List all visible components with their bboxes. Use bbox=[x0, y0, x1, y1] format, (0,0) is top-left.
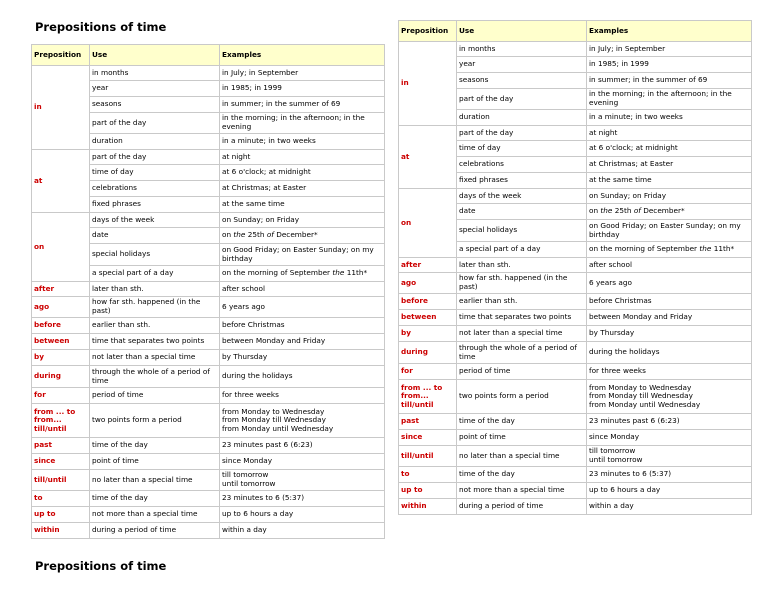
preposition-cell: since bbox=[32, 454, 90, 470]
example-cell: before Christmas bbox=[220, 318, 385, 334]
preposition-cell: at bbox=[399, 126, 457, 189]
use-cell: date bbox=[90, 228, 220, 244]
table-row bbox=[399, 483, 752, 499]
table-row bbox=[32, 523, 385, 539]
example-cell: on Good Friday; on Easter Sunday; on my birthday bbox=[220, 244, 385, 266]
example-cell: on Sunday; on Friday bbox=[220, 213, 385, 228]
example-text-part: on bbox=[589, 206, 601, 216]
use-cell: part of the day bbox=[90, 150, 220, 165]
example-cell: after school bbox=[587, 258, 752, 273]
table-row bbox=[399, 326, 752, 342]
use-cell: how far sth. happened (in the past) bbox=[457, 273, 587, 294]
preposition-cell: up to bbox=[32, 507, 90, 523]
preposition-cell: past bbox=[32, 438, 90, 454]
example-cell: within a day bbox=[587, 499, 752, 515]
use-cell: through the whole of a period of time bbox=[457, 342, 587, 364]
preposition-cell: in bbox=[32, 66, 90, 150]
example-text-part: the bbox=[233, 230, 246, 240]
preposition-cell: to bbox=[32, 491, 90, 507]
example-cell: 23 minutes to 6 (5:37) bbox=[220, 491, 385, 507]
preposition-cell: during bbox=[399, 342, 457, 364]
header-use: Use bbox=[457, 21, 587, 42]
preposition-cell: before bbox=[32, 318, 90, 334]
example-cell: at the same time bbox=[220, 197, 385, 213]
example-cell bbox=[220, 266, 385, 282]
preposition-cell: to bbox=[399, 467, 457, 483]
example-text-part: 25th bbox=[612, 206, 634, 216]
preposition-cell: by bbox=[32, 350, 90, 366]
example-text-part: the bbox=[332, 268, 345, 278]
example-cell: in July; in September bbox=[220, 66, 385, 81]
example-text-part: on bbox=[222, 230, 234, 240]
use-cell: fixed phrases bbox=[457, 173, 587, 189]
preposition-cell: on bbox=[32, 213, 90, 282]
table-row bbox=[399, 430, 752, 446]
example-cell: at the same time bbox=[587, 173, 752, 189]
example-cell: up to 6 hours a day bbox=[220, 507, 385, 523]
example-cell: at 6 o'clock; at midnight bbox=[220, 165, 385, 181]
use-cell: part of the day bbox=[90, 113, 220, 134]
example-cell: by Thursday bbox=[220, 350, 385, 366]
preposition-cell: for bbox=[399, 364, 457, 380]
example-cell: during the holidays bbox=[587, 342, 752, 364]
example-cell: on Sunday; on Friday bbox=[587, 189, 752, 204]
example-cell: during the holidays bbox=[220, 366, 385, 388]
preposition-cell: by bbox=[399, 326, 457, 342]
example-cell: in summer; in the summer of 69 bbox=[587, 73, 752, 89]
preposition-cell: past bbox=[399, 414, 457, 430]
table-row bbox=[399, 42, 752, 57]
use-cell: year bbox=[457, 57, 587, 73]
example-cell: 23 minutes past 6 (6:23) bbox=[220, 438, 385, 454]
example-cell: since Monday bbox=[220, 454, 385, 470]
page-title: Prepositions of time bbox=[35, 20, 167, 34]
use-cell: during a period of time bbox=[457, 499, 587, 515]
use-cell: celebrations bbox=[90, 181, 220, 197]
use-cell: period of time bbox=[457, 364, 587, 380]
use-cell: in months bbox=[90, 66, 220, 81]
table-row bbox=[399, 126, 752, 141]
example-text-part: 11th* bbox=[711, 244, 735, 254]
preposition-cell: between bbox=[32, 334, 90, 350]
use-cell: not more than a special time bbox=[457, 483, 587, 499]
example-cell: in the morning; in the afternoon; in the evening bbox=[587, 89, 752, 110]
example-text-part: on the morning of September bbox=[222, 268, 333, 278]
example-cell: in July; in September bbox=[587, 42, 752, 57]
table-row bbox=[399, 364, 752, 380]
table-row bbox=[32, 388, 385, 404]
preposition-cell: on bbox=[399, 189, 457, 258]
use-cell: celebrations bbox=[457, 157, 587, 173]
table-row bbox=[32, 66, 385, 81]
example-text-part: of bbox=[266, 230, 274, 240]
table-row bbox=[32, 282, 385, 297]
preposition-cell: ago bbox=[399, 273, 457, 294]
table-row bbox=[399, 258, 752, 273]
example-cell: for three weeks bbox=[220, 388, 385, 404]
preposition-cell: for bbox=[32, 388, 90, 404]
use-cell: a special part of a day bbox=[90, 266, 220, 282]
example-cell: within a day bbox=[220, 523, 385, 539]
example-cell: 6 years ago bbox=[220, 297, 385, 318]
table-row bbox=[32, 350, 385, 366]
use-cell: time of the day bbox=[457, 467, 587, 483]
example-text-part: December* bbox=[273, 230, 318, 240]
example-text-part: 25th bbox=[245, 230, 267, 240]
example-cell: before Christmas bbox=[587, 294, 752, 310]
example-cell bbox=[587, 204, 752, 220]
example-cell: in a minute; in two weeks bbox=[220, 134, 385, 150]
use-cell: days of the week bbox=[90, 213, 220, 228]
example-cell: in the morning; in the afternoon; in the evening bbox=[220, 113, 385, 134]
table-row bbox=[399, 446, 752, 467]
example-cell: till tomorrow until tomorrow bbox=[220, 470, 385, 491]
table-row bbox=[32, 150, 385, 165]
example-cell: from Monday to Wednesday from Monday till Wednesday from Monday until Wednesday bbox=[220, 404, 385, 438]
use-cell: in months bbox=[457, 42, 587, 57]
example-cell: from Monday to Wednesday from Monday till Wednesday from Monday until Wednesday bbox=[587, 380, 752, 414]
example-cell: 6 years ago bbox=[587, 273, 752, 294]
use-cell: special holidays bbox=[90, 244, 220, 266]
table-row bbox=[32, 404, 385, 438]
use-cell: later than sth. bbox=[457, 258, 587, 273]
use-cell: part of the day bbox=[457, 126, 587, 141]
table-row bbox=[399, 467, 752, 483]
example-cell: between Monday and Friday bbox=[587, 310, 752, 326]
preposition-cell: within bbox=[32, 523, 90, 539]
example-cell: since Monday bbox=[587, 430, 752, 446]
use-cell: year bbox=[90, 81, 220, 97]
preposition-cell: up to bbox=[399, 483, 457, 499]
use-cell: two points form a period bbox=[90, 404, 220, 438]
use-cell: seasons bbox=[457, 73, 587, 89]
use-cell: time of the day bbox=[90, 491, 220, 507]
preposition-cell: from ... to from... till/until bbox=[399, 380, 457, 414]
use-cell: not later than a special time bbox=[90, 350, 220, 366]
use-cell: time that separates two points bbox=[457, 310, 587, 326]
example-cell: at night bbox=[587, 126, 752, 141]
example-text-part: 11th* bbox=[344, 268, 368, 278]
example-cell: 23 minutes to 6 (5:37) bbox=[587, 467, 752, 483]
use-cell: duration bbox=[90, 134, 220, 150]
use-cell: fixed phrases bbox=[90, 197, 220, 213]
table-row bbox=[32, 507, 385, 523]
preposition-cell: in bbox=[399, 42, 457, 126]
use-cell: time of day bbox=[457, 141, 587, 157]
use-cell: earlier than sth. bbox=[90, 318, 220, 334]
example-cell: between Monday and Friday bbox=[220, 334, 385, 350]
use-cell: later than sth. bbox=[90, 282, 220, 297]
table-row bbox=[399, 310, 752, 326]
table-row bbox=[399, 499, 752, 515]
prepositions-table-right bbox=[398, 20, 752, 515]
example-cell: at Christmas; at Easter bbox=[587, 157, 752, 173]
table-row bbox=[32, 454, 385, 470]
use-cell: not more than a special time bbox=[90, 507, 220, 523]
page-footer-title: Prepositions of time bbox=[35, 559, 167, 573]
table-row bbox=[32, 366, 385, 388]
example-cell: 23 minutes past 6 (6:23) bbox=[587, 414, 752, 430]
table-header-row bbox=[32, 45, 385, 66]
use-cell: seasons bbox=[90, 97, 220, 113]
preposition-cell: since bbox=[399, 430, 457, 446]
table-row bbox=[32, 470, 385, 491]
use-cell: special holidays bbox=[457, 220, 587, 242]
table-row bbox=[32, 438, 385, 454]
preposition-cell: ago bbox=[32, 297, 90, 318]
table-row bbox=[399, 342, 752, 364]
example-cell: at 6 o'clock; at midnight bbox=[587, 141, 752, 157]
preposition-cell: from ... to from... till/until bbox=[32, 404, 90, 438]
use-cell: not later than a special time bbox=[457, 326, 587, 342]
use-cell: two points form a period bbox=[457, 380, 587, 414]
use-cell: time of the day bbox=[90, 438, 220, 454]
table-row bbox=[399, 414, 752, 430]
header-preposition: Preposition bbox=[32, 45, 90, 66]
preposition-cell: within bbox=[399, 499, 457, 515]
table-row bbox=[32, 318, 385, 334]
example-cell: at night bbox=[220, 150, 385, 165]
use-cell: a special part of a day bbox=[457, 242, 587, 258]
example-cell: on Good Friday; on Easter Sunday; on my birthday bbox=[587, 220, 752, 242]
use-cell: part of the day bbox=[457, 89, 587, 110]
use-cell: days of the week bbox=[457, 189, 587, 204]
use-cell: point of time bbox=[457, 430, 587, 446]
table-row bbox=[399, 380, 752, 414]
example-cell: in a minute; in two weeks bbox=[587, 110, 752, 126]
use-cell: through the whole of a period of time bbox=[90, 366, 220, 388]
table-row bbox=[32, 297, 385, 318]
example-cell bbox=[587, 242, 752, 258]
example-cell: in 1985; in 1999 bbox=[587, 57, 752, 73]
example-text-part: December* bbox=[640, 206, 685, 216]
example-cell: by Thursday bbox=[587, 326, 752, 342]
table-row bbox=[32, 491, 385, 507]
example-text-part: of bbox=[633, 206, 641, 216]
preposition-cell: between bbox=[399, 310, 457, 326]
use-cell: no later than a special time bbox=[457, 446, 587, 467]
use-cell: period of time bbox=[90, 388, 220, 404]
use-cell: how far sth. happened (in the past) bbox=[90, 297, 220, 318]
table-row bbox=[399, 273, 752, 294]
header-use: Use bbox=[90, 45, 220, 66]
use-cell: during a period of time bbox=[90, 523, 220, 539]
use-cell: date bbox=[457, 204, 587, 220]
table-row bbox=[32, 213, 385, 228]
table-header-row bbox=[399, 21, 752, 42]
use-cell: earlier than sth. bbox=[457, 294, 587, 310]
use-cell: duration bbox=[457, 110, 587, 126]
example-cell: after school bbox=[220, 282, 385, 297]
header-examples: Examples bbox=[587, 21, 752, 42]
use-cell: point of time bbox=[90, 454, 220, 470]
example-cell: in 1985; in 1999 bbox=[220, 81, 385, 97]
example-text-part: the bbox=[600, 206, 613, 216]
use-cell: time of day bbox=[90, 165, 220, 181]
use-cell: time of the day bbox=[457, 414, 587, 430]
example-cell: for three weeks bbox=[587, 364, 752, 380]
use-cell: no later than a special time bbox=[90, 470, 220, 491]
example-text-part: on the morning of September bbox=[589, 244, 700, 254]
example-cell: in summer; in the summer of 69 bbox=[220, 97, 385, 113]
example-cell bbox=[220, 228, 385, 244]
preposition-cell: after bbox=[399, 258, 457, 273]
preposition-cell: at bbox=[32, 150, 90, 213]
header-preposition: Preposition bbox=[399, 21, 457, 42]
preposition-cell: during bbox=[32, 366, 90, 388]
preposition-cell: till/until bbox=[32, 470, 90, 491]
example-cell: till tomorrow until tomorrow bbox=[587, 446, 752, 467]
preposition-cell: after bbox=[32, 282, 90, 297]
header-examples: Examples bbox=[220, 45, 385, 66]
use-cell: time that separates two points bbox=[90, 334, 220, 350]
prepositions-table-left bbox=[31, 44, 385, 539]
table-row bbox=[399, 189, 752, 204]
example-cell: at Christmas; at Easter bbox=[220, 181, 385, 197]
example-text-part: the bbox=[699, 244, 712, 254]
preposition-cell: till/until bbox=[399, 446, 457, 467]
preposition-cell: before bbox=[399, 294, 457, 310]
table-row bbox=[32, 334, 385, 350]
example-cell: up to 6 hours a day bbox=[587, 483, 752, 499]
table-row bbox=[399, 294, 752, 310]
